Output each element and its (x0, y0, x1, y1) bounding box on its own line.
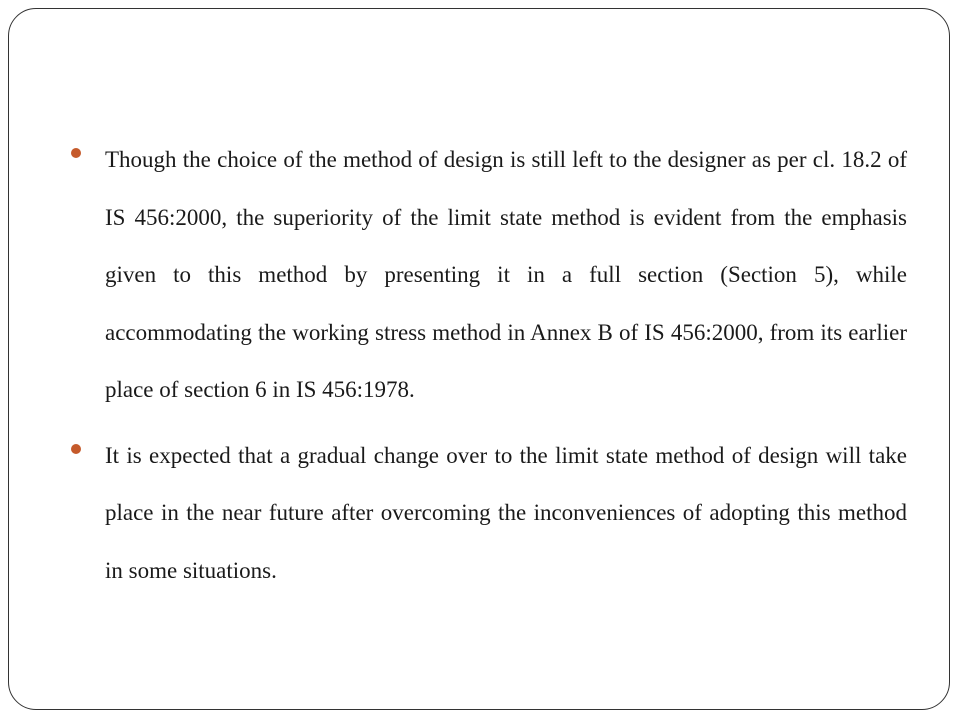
bullet-dot-icon (71, 148, 81, 158)
bullet-text-2: It is expected that a gradual change over to the limit state method of design will take place in the near future after overcoming the inconveniences of adopting this method in some situations. (105, 442, 907, 583)
bullet-item-1 (71, 131, 907, 419)
bullet-dot-icon (71, 444, 81, 454)
bullet-item-2 (71, 427, 907, 600)
bullet-list (71, 131, 907, 599)
slide-frame (8, 8, 950, 710)
bullet-text-1: Though the choice of the method of design is still left to the designer as per cl. 18.2 of IS 456:2000, the superiority of the limit state method is evident from the emphasis given to this method by presenting it in a full section (Section 5), while accommodating the working stress method in Annex B of IS 456:2000, from its earlier place of section 6 in IS 456:1978. (105, 147, 907, 402)
